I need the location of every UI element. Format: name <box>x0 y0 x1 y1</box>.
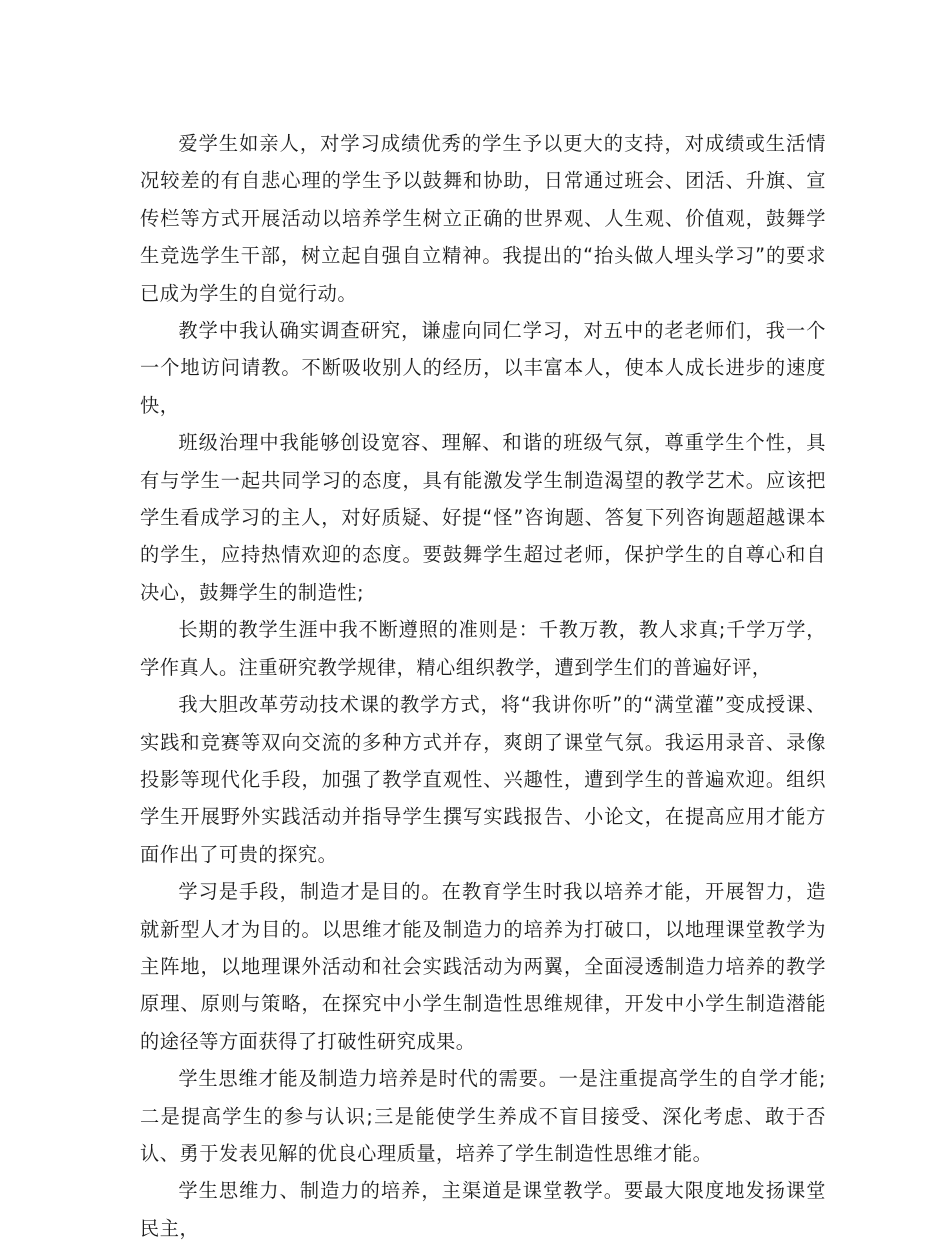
document-body <box>140 125 826 1247</box>
paragraph: 学生思维才能及制造力培养是时代的需要。一是注重提高学生的自学才能;二是提高学生的参与认识;三是能使学生养成不盲目接受、深化考虑、敢于否认、勇于发表见解的优良心理质量，培养了学生制造性思维才能。 <box>140 1067 826 1165</box>
paragraph: 学生思维力、制造力的培养，主渠道是课堂教学。要最大限度地发扬课堂民主， <box>140 1179 826 1240</box>
paragraph: 我大胆改革劳动技术课的教学方式，将“我讲你听”的“满堂灌”变成授课、实践和竞赛等双向交流的多种方式并存，爽朗了课堂气氛。我运用录音、录像投影等现代化手段，加强了教学直观性、兴趣性，遭到学生的普遍欢迎。组织学生开展野外实践活动并指导学生撰写实践报告、小论文，在提高应用才能方面作出了可贵的探究。 <box>140 693 826 866</box>
paragraph: 爱学生如亲人，对学习成绩优秀的学生予以更大的支持，对成绩或生活情况较差的有自悲心理的学生予以鼓舞和协助，日常通过班会、团活、升旗、宣传栏等方式开展活动以培养学生树立正确的世界观、人生观、价值观，鼓舞学生竞选学生干部，树立起自强自立精神。我提出的“抬头做人埋头学习”的要求已成为学生的自觉行动。 <box>140 132 826 305</box>
paragraph: 长期的教学生涯中我不断遵照的准则是：千教万教，教人求真;千学万学，学作真人。注重研究教学规律，精心组织教学，遭到学生们的普遍好评， <box>140 618 826 679</box>
paragraph: 班级治理中我能够创设宽容、理解、和谐的班级气氛，尊重学生个性，具有与学生一起共同学习的态度，具有能激发学生制造渴望的教学艺术。应该把学生看成学习的主人，对好质疑、好提“怪”咨询题、答复下列咨询题超越课本的学生，应持热情欢迎的态度。要鼓舞学生超过老师，保护学生的自尊心和自决心，鼓舞学生的制造性; <box>140 431 826 604</box>
paragraph: 学习是手段，制造才是目的。在教育学生时我以培养才能，开展智力，造就新型人才为目的。以思维才能及制造力的培养为打破口，以地理课堂教学为主阵地，以地理课外活动和社会实践活动为两翼，全面浸透制造力培养的教学原理、原则与策略，在探究中小学生制造性思维规律，开发中小学生制造潜能的途径等方面获得了打破性研究成果。 <box>140 880 826 1053</box>
paragraph: 教学中我认确实调查研究，谦虚向同仁学习，对五中的老老师们，我一个一个地访问请教。不断吸收别人的经历，以丰富本人，使本人成长进步的速度快， <box>140 319 826 417</box>
